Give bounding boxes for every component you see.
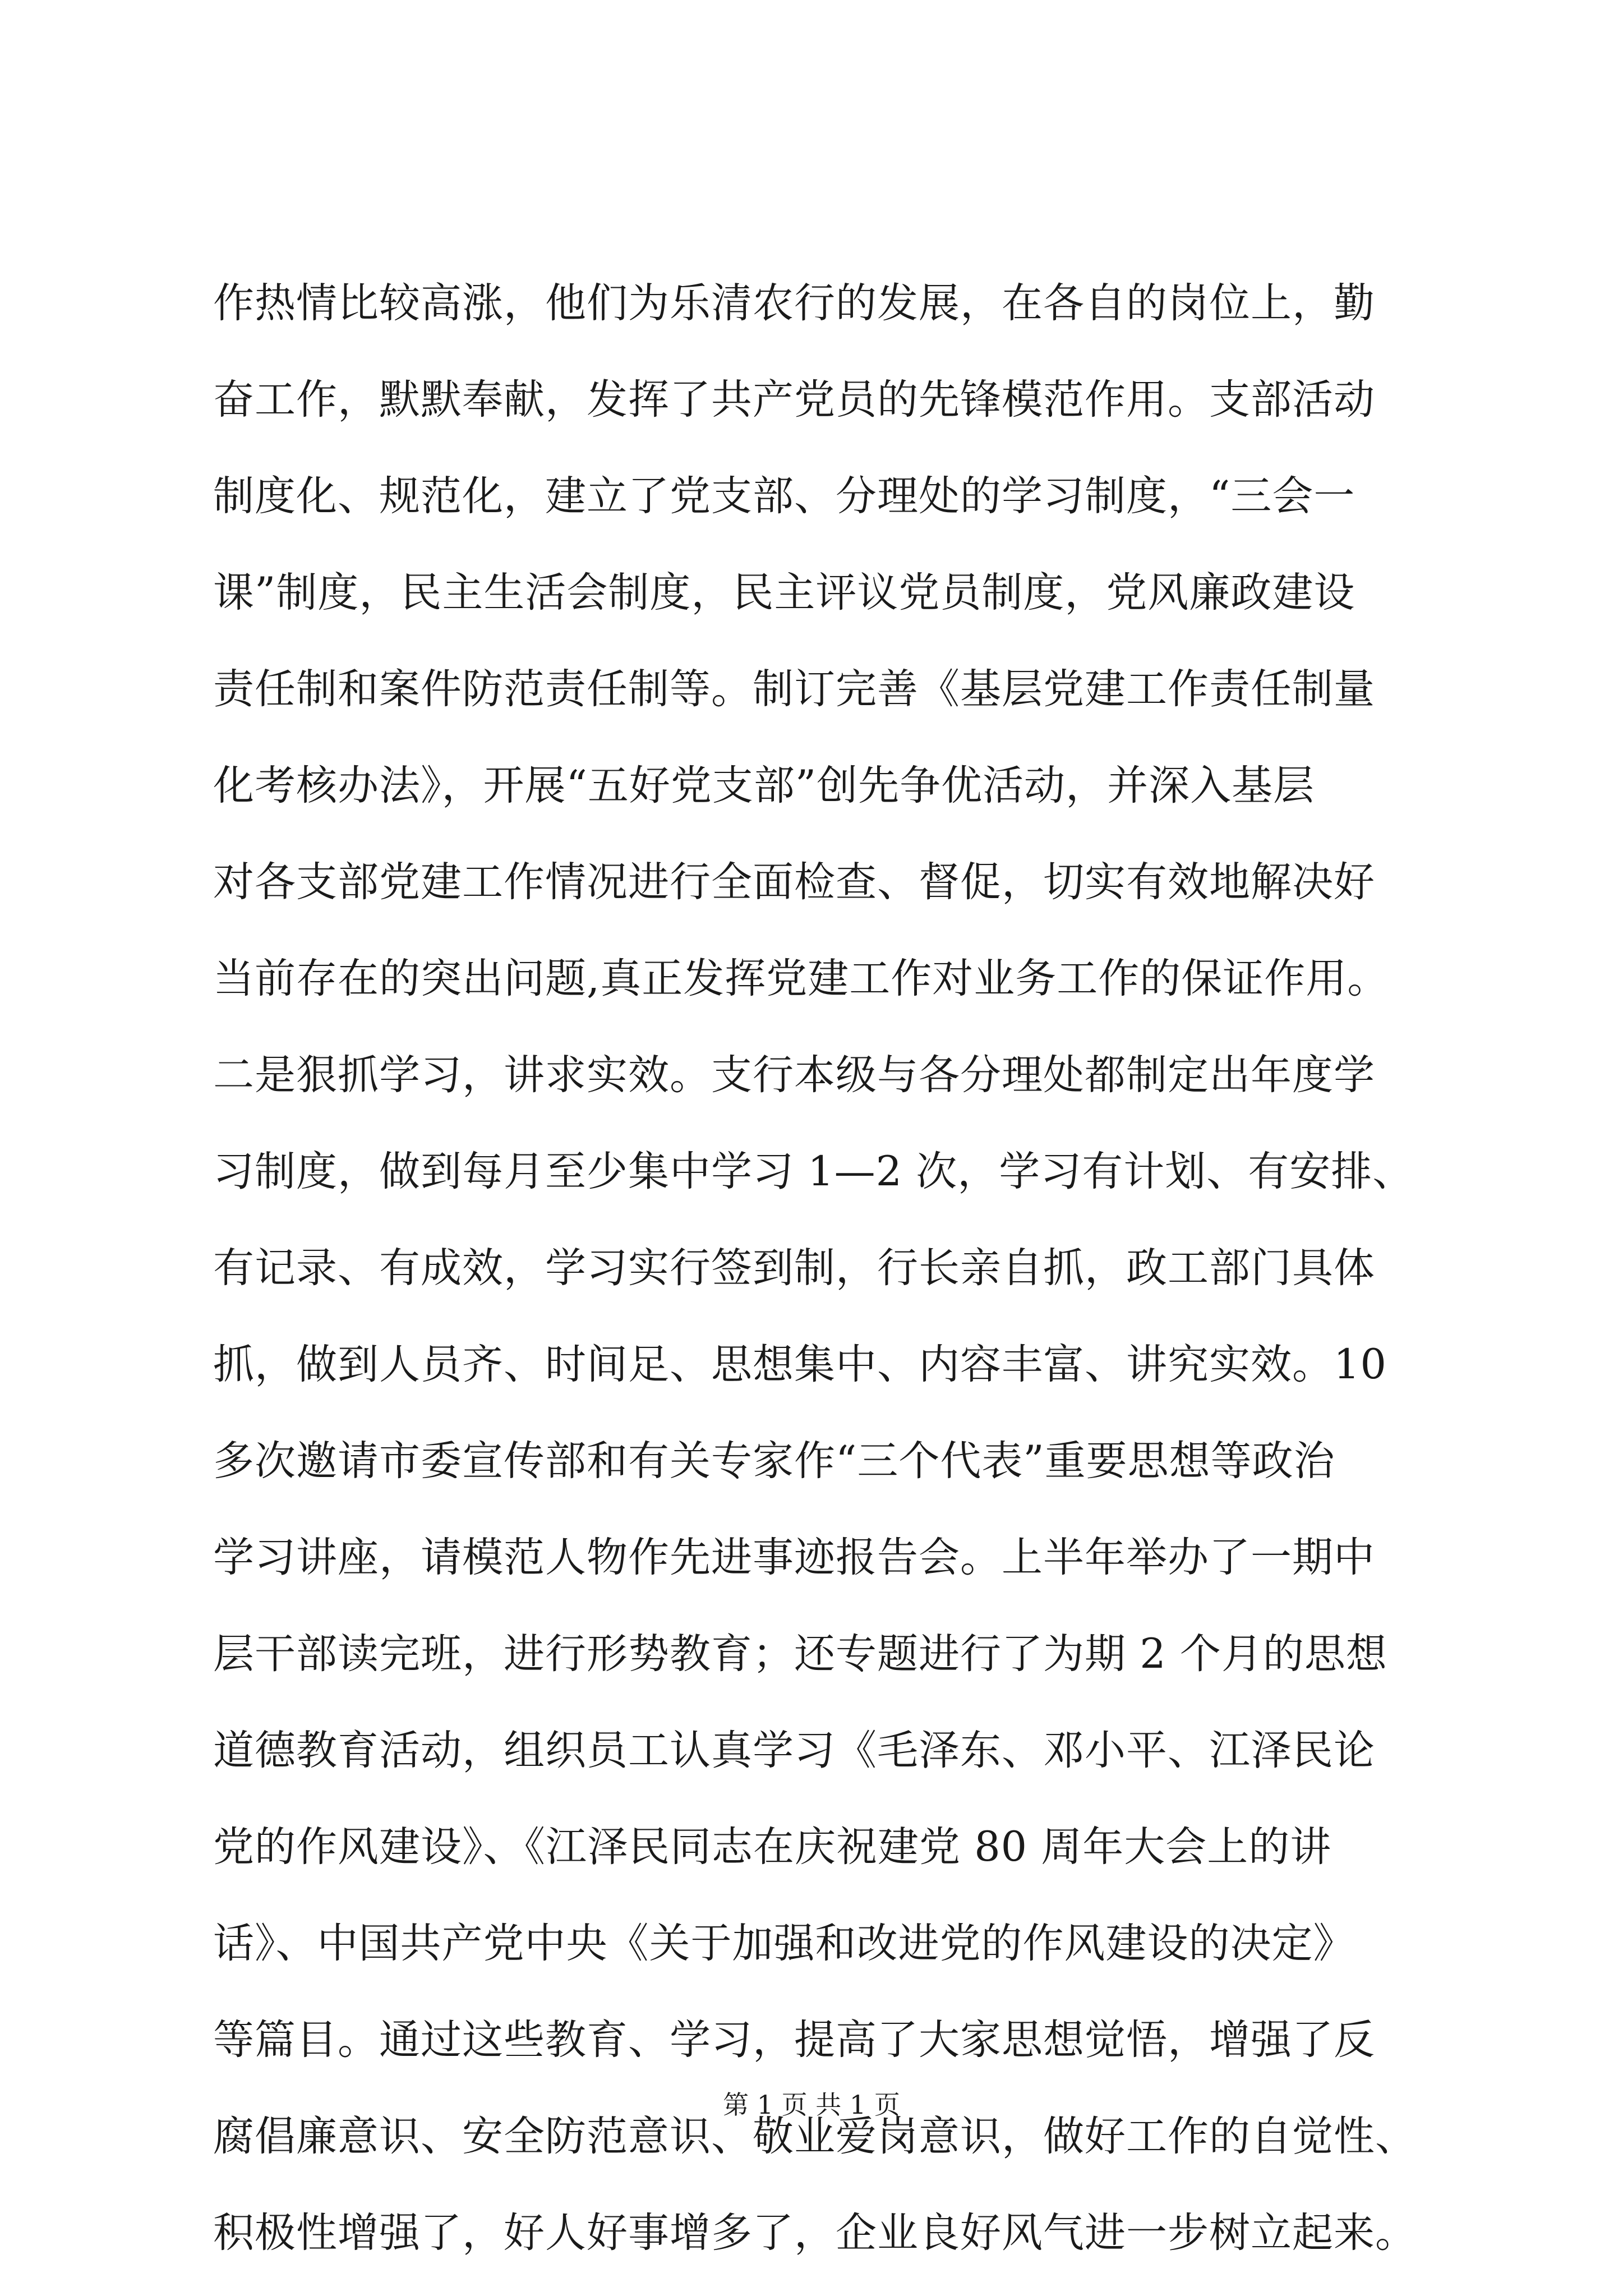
- text-line: 奋工作，默默奉献，发挥了共产党员的先锋模范作用。支部活动: [213, 376, 1375, 424]
- text-line: 课”制度，民主生活会制度，民主评议党员制度，党风廉政建设: [213, 569, 1355, 616]
- text-line: 当前存在的突出问题,真正发挥党建工作对业务工作的保证作用。: [213, 955, 1389, 1002]
- page-number-footer: 第 1 页 共 1 页: [723, 2090, 900, 2120]
- text-line: 话》、中国共产党中央《关于加强和改进党的作风建设的决定》: [213, 1920, 1355, 1967]
- text-line: 化考核办法》，开展“五好党支部”创先争优活动，并深入基层: [213, 762, 1315, 809]
- text-line: 党的作风建设》、《江泽民同志在庆祝建党 80 周年大会上的讲: [213, 1823, 1332, 1871]
- text-line: 腐倡廉意识、安全防范意识、敬业爱岗意识，做好工作的自觉性、: [213, 2113, 1417, 2160]
- text-line: 二是狠抓学习，讲求实效。支行本级与各分理处都制定出年度学: [213, 1051, 1375, 1099]
- text-line: 多次邀请市委宣传部和有关专家作“三个代表”重要思想等政治: [213, 1437, 1335, 1485]
- text-line: 责任制和案件防范责任制等。制订完善《基层党建工作责任制量: [213, 665, 1375, 713]
- body-text: [213, 255, 1447, 2281]
- text-line: 积极性增强了，好人好事增多了，企业良好风气进一步树立起来。: [213, 2209, 1417, 2257]
- text-line: 层干部读完班，进行形势教育；还专题进行了为期 2 个月的思想: [213, 1630, 1387, 1678]
- text-line: 制度化、规范化，建立了党支部、分理处的学习制度，“三会一: [213, 472, 1355, 520]
- text-line: 作热情比较高涨，他们为乐清农行的发展，在各自的岗位上，勤: [213, 279, 1375, 327]
- text-line: 对各支部党建工作情况进行全面检查、督促，切实有效地解决好: [213, 858, 1375, 906]
- text-line: 抓，做到人员齐、时间足、思想集中、内容丰富、讲究实效。10: [213, 1341, 1387, 1388]
- text-line: 习制度，做到每月至少集中学习 1—2 次，学习有计划、有安排、: [213, 1148, 1414, 1195]
- text-line: 道德教育活动，组织员工认真学习《毛泽东、邓小平、江泽民论: [213, 1727, 1375, 1774]
- text-line: 学习讲座，请模范人物作先进事迹报告会。上半年举办了一期中: [213, 1534, 1375, 1581]
- text-line: 有记录、有成效，学习实行签到制，行长亲自抓，政工部门具体: [213, 1244, 1375, 1292]
- text-line: 等篇目。通过这些教育、学习，提高了大家思想觉悟，增强了反: [213, 2016, 1375, 2064]
